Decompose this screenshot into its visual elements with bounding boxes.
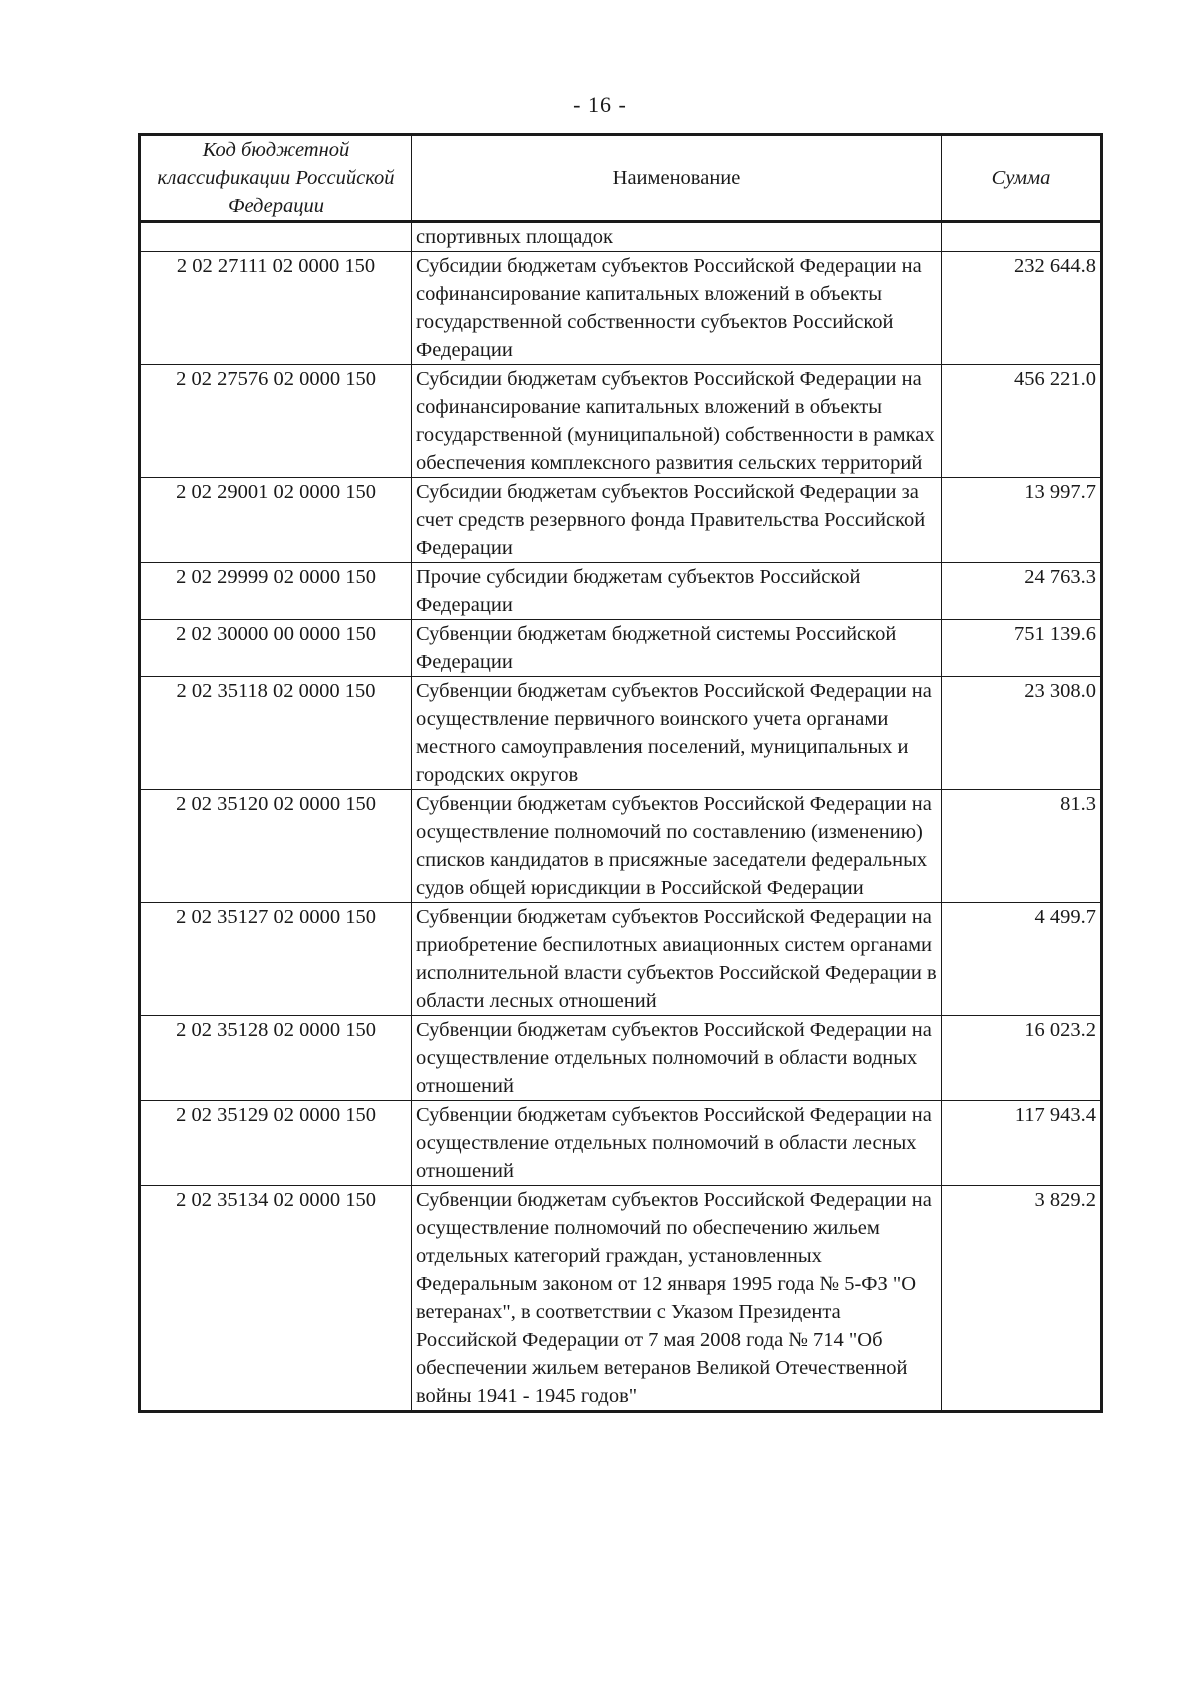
row-code: 2 02 35127 02 0000 150 bbox=[140, 903, 412, 1016]
row-code bbox=[140, 222, 412, 252]
table-row bbox=[140, 365, 1102, 478]
header-sum: Сумма bbox=[942, 135, 1102, 222]
row-name: Субсидии бюджетам субъектов Российской Федерации на софинансирование капитальных вложений в объекты государственной (муниципальной) собственности в рамках обеспечения комплексного развития сельских территорий bbox=[412, 365, 942, 478]
row-sum: 24 763.3 bbox=[942, 563, 1102, 620]
table-body bbox=[140, 222, 1102, 1412]
table-row bbox=[140, 677, 1102, 790]
row-code: 2 02 27576 02 0000 150 bbox=[140, 365, 412, 478]
row-name: Субвенции бюджетам субъектов Российской Федерации на осуществление полномочий по составлению (изменению) списков кандидатов в присяжные заседатели федеральных судов общей юрисдикции в Российской Федерации bbox=[412, 790, 942, 903]
row-sum bbox=[942, 222, 1102, 252]
page-number: - 16 - bbox=[573, 92, 627, 117]
table-row bbox=[140, 903, 1102, 1016]
row-sum: 4 499.7 bbox=[942, 903, 1102, 1016]
row-code: 2 02 35134 02 0000 150 bbox=[140, 1186, 412, 1412]
table-row bbox=[140, 478, 1102, 563]
row-code: 2 02 35129 02 0000 150 bbox=[140, 1101, 412, 1186]
header-name: Наименование bbox=[412, 135, 942, 222]
row-name: Субсидии бюджетам субъектов Российской Федерации на софинансирование капитальных вложений в объекты государственной собственности субъектов Российской Федерации bbox=[412, 252, 942, 365]
row-sum: 13 997.7 bbox=[942, 478, 1102, 563]
row-sum: 23 308.0 bbox=[942, 677, 1102, 790]
row-sum: 16 023.2 bbox=[942, 1016, 1102, 1101]
row-code: 2 02 35128 02 0000 150 bbox=[140, 1016, 412, 1101]
row-name: Субвенции бюджетам субъектов Российской Федерации на осуществление отдельных полномочий в области лесных отношений bbox=[412, 1101, 942, 1186]
table-row bbox=[140, 790, 1102, 903]
row-code: 2 02 35120 02 0000 150 bbox=[140, 790, 412, 903]
table-row bbox=[140, 1016, 1102, 1101]
budget-table bbox=[138, 133, 1103, 1413]
row-sum: 81.3 bbox=[942, 790, 1102, 903]
row-name: Субвенции бюджетам субъектов Российской Федерации на приобретение беспилотных авиационных систем органами исполнительной власти субъектов Российской Федерации в области лесных отношений bbox=[412, 903, 942, 1016]
table-row bbox=[140, 1101, 1102, 1186]
row-sum: 232 644.8 bbox=[942, 252, 1102, 365]
row-name: спортивных площадок bbox=[412, 222, 942, 252]
row-name: Субвенции бюджетам субъектов Российской Федерации на осуществление первичного воинского учета органами местного самоуправления поселений, муниципальных и городских округов bbox=[412, 677, 942, 790]
header-row bbox=[140, 135, 1102, 222]
row-sum: 456 221.0 bbox=[942, 365, 1102, 478]
row-code: 2 02 30000 00 0000 150 bbox=[140, 620, 412, 677]
row-name: Субсидии бюджетам субъектов Российской Федерации за счет средств резервного фонда Правительства Российской Федерации bbox=[412, 478, 942, 563]
row-name: Субвенции бюджетам субъектов Российской Федерации на осуществление отдельных полномочий в области водных отношений bbox=[412, 1016, 942, 1101]
row-sum: 117 943.4 bbox=[942, 1101, 1102, 1186]
table-row bbox=[140, 563, 1102, 620]
table-row bbox=[140, 620, 1102, 677]
header-code: Код бюджетной классификации Российской Федерации bbox=[140, 135, 412, 222]
row-name: Прочие субсидии бюджетам субъектов Российской Федерации bbox=[412, 563, 942, 620]
table-row bbox=[140, 1186, 1102, 1412]
row-sum: 3 829.2 bbox=[942, 1186, 1102, 1412]
row-sum: 751 139.6 bbox=[942, 620, 1102, 677]
row-name: Субвенции бюджетам бюджетной системы Российской Федерации bbox=[412, 620, 942, 677]
row-code: 2 02 29999 02 0000 150 bbox=[140, 563, 412, 620]
row-name: Субвенции бюджетам субъектов Российской Федерации на осуществление полномочий по обеспечению жильем отдельных категорий граждан, установленных Федеральным законом от 12 января 1995 года № 5-ФЗ "О ветеранах", в соответствии с Указом Президента Российской Федерации от 7 мая 2008 года № 714 "Об обеспечении жильем ветеранов Великой Отечественной войны 1941 - 1945 годов" bbox=[412, 1186, 942, 1412]
table-header bbox=[140, 135, 1102, 222]
table-row bbox=[140, 222, 1102, 252]
row-code: 2 02 29001 02 0000 150 bbox=[140, 478, 412, 563]
row-code: 2 02 27111 02 0000 150 bbox=[140, 252, 412, 365]
table-row bbox=[140, 252, 1102, 365]
row-code: 2 02 35118 02 0000 150 bbox=[140, 677, 412, 790]
